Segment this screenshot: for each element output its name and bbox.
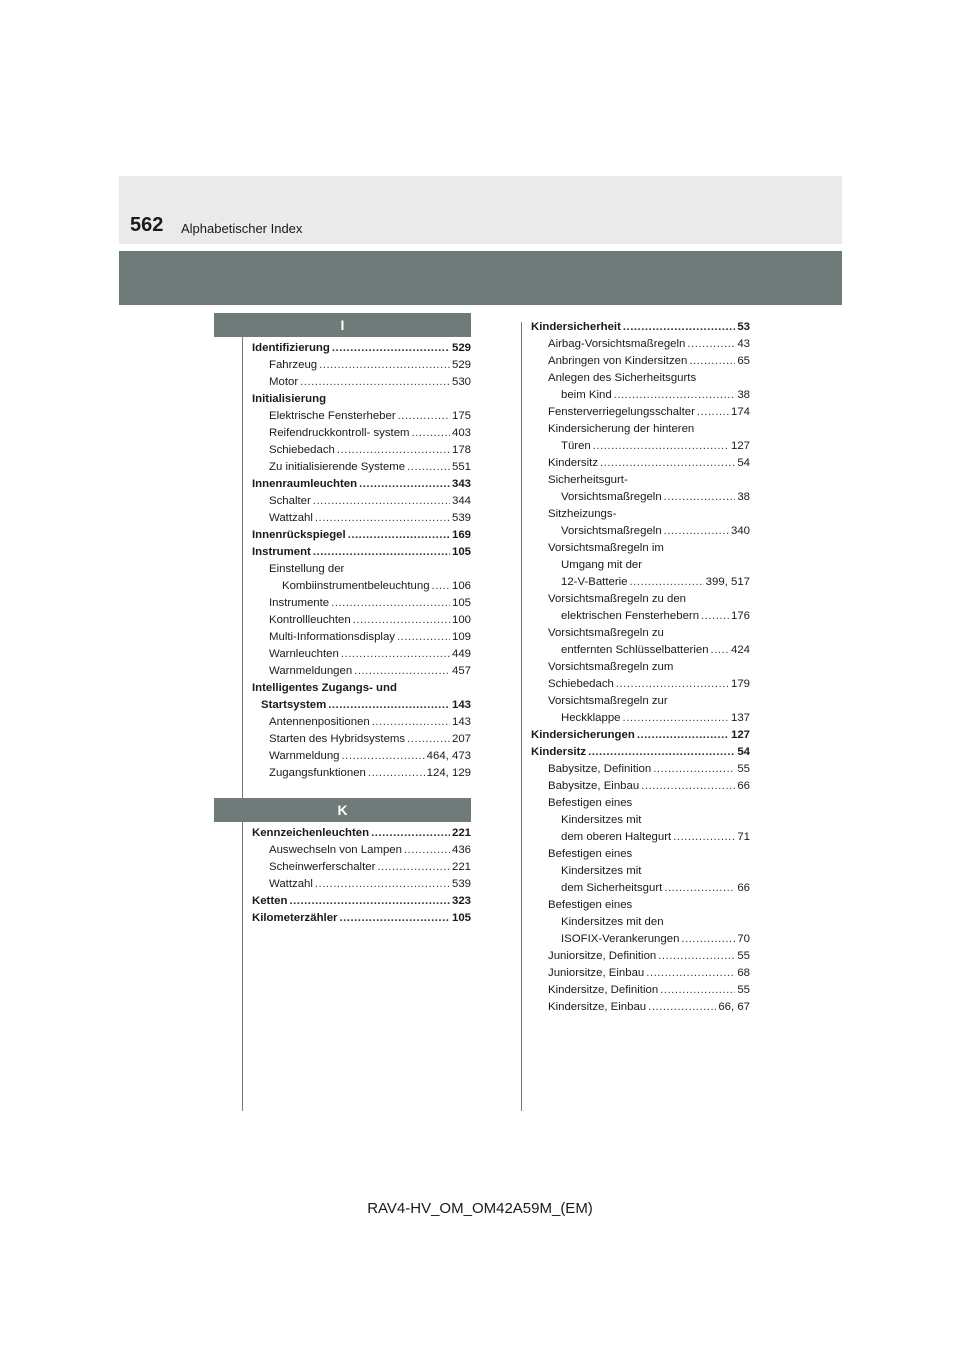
index-subheading: Kindersitzes mit	[561, 814, 642, 826]
entry-label: dem oberen Haltegurt	[561, 831, 672, 843]
index-entry	[252, 842, 471, 859]
index-entry	[531, 965, 750, 982]
entry-label: Wattzahl	[269, 878, 313, 890]
dot-leader	[432, 578, 450, 595]
entry-label: Starten des Hybridsystems	[269, 733, 406, 745]
entry-label: Instrument	[252, 546, 311, 558]
entry-label: beim Kind	[561, 389, 612, 401]
index-entry	[252, 646, 471, 663]
index-entry	[531, 999, 750, 1016]
dot-leader	[404, 842, 450, 859]
entry-page-number: 174	[730, 406, 750, 418]
dot-leader	[313, 493, 450, 510]
entry-page-number: 175	[451, 410, 471, 422]
entry-page-number: 66	[737, 882, 750, 894]
index-entry	[252, 595, 471, 612]
entry-page-number: 178	[451, 444, 471, 456]
entry-page-number: 127	[730, 729, 750, 741]
entry-page-number: 66, 67	[718, 1001, 750, 1013]
index-entry	[252, 476, 471, 493]
dot-leader	[658, 948, 735, 965]
index-entry	[531, 489, 750, 506]
dot-leader	[653, 761, 735, 778]
dot-leader	[398, 408, 450, 425]
dot-leader	[341, 646, 450, 663]
entry-page-number: 70	[737, 933, 750, 945]
entry-page-number: 106	[451, 580, 471, 592]
entry-page-number: 169	[451, 529, 471, 541]
entry-label: Multi-Informationsdisplay	[269, 631, 395, 643]
index-entry	[531, 931, 750, 948]
entry-label: Vorsichtsmaßregeln	[561, 491, 662, 503]
entry-page-number: 179	[730, 678, 750, 690]
entry-label: dem Sicherheitsgurt	[561, 882, 663, 894]
entry-page-number: 464, 473	[426, 750, 471, 762]
entry-label: entfernten Schlüsselbatterien	[561, 644, 709, 656]
index-entry	[252, 859, 471, 876]
index-entry	[252, 493, 471, 510]
entry-page-number: 207	[451, 733, 471, 745]
index-entry	[252, 697, 471, 714]
dot-leader	[348, 527, 450, 544]
entry-page-number: 55	[737, 950, 750, 962]
entry-page-number: 529	[451, 342, 471, 354]
dot-leader	[687, 336, 735, 353]
dot-leader	[412, 425, 450, 442]
index-entry	[531, 319, 750, 336]
entry-page-number: 105	[451, 912, 471, 924]
entry-page-number: 55	[737, 763, 750, 775]
entry-page-number: 399, 517	[705, 576, 750, 588]
dot-leader	[339, 910, 450, 927]
entry-page-number: 457	[451, 665, 471, 677]
dot-leader	[701, 608, 729, 625]
document-code: RAV4-HV_OM_OM42A59M_(EM)	[367, 1200, 593, 1217]
index-entry	[252, 876, 471, 893]
entry-page-number: 53	[737, 321, 750, 333]
letter-heading-i: I	[214, 313, 471, 337]
entry-label: Anbringen von Kindersitzen	[548, 355, 688, 367]
entry-label: Heckklappe	[561, 712, 621, 724]
index-subheading: Kindersitzes mit den	[561, 916, 664, 928]
dot-leader	[313, 544, 450, 561]
index-subheading: Sitzheizungs-	[548, 508, 617, 520]
index-subheading: Initialisierung	[252, 393, 327, 405]
dot-leader	[588, 744, 735, 761]
index-entry	[252, 544, 471, 561]
index-entry	[531, 744, 750, 761]
entry-page-number: 143	[451, 716, 471, 728]
dot-leader	[600, 455, 735, 472]
entry-page-number: 176	[730, 610, 750, 622]
index-entry	[531, 523, 750, 540]
dot-leader	[342, 748, 425, 765]
entry-label: Instrumente	[269, 597, 330, 609]
entry-label: Identifizierung	[252, 342, 330, 354]
dot-leader	[319, 357, 450, 374]
entry-label: Auswechseln von Lampen	[269, 844, 402, 856]
entry-label: Zugangsfunktionen	[269, 767, 366, 779]
dot-leader	[407, 731, 450, 748]
entry-page-number: 124, 129	[426, 767, 471, 779]
index-entry	[531, 829, 750, 846]
letter-heading-k: K	[214, 798, 471, 822]
entry-page-number: 436	[451, 844, 471, 856]
entry-page-number: 55	[737, 984, 750, 996]
index-entry	[252, 612, 471, 629]
entry-page-number: 66	[737, 780, 750, 792]
entry-label: Innenrückspiegel	[252, 529, 346, 541]
dot-leader	[368, 765, 425, 782]
entry-label: Kombiinstrumentbeleuchtung	[282, 580, 430, 592]
entry-label: Juniorsitze, Definition	[548, 950, 657, 962]
dot-leader	[648, 999, 716, 1016]
index-entry	[531, 880, 750, 897]
entry-label: Schiebedach	[548, 678, 614, 690]
entry-page-number: 100	[451, 614, 471, 626]
dot-leader	[371, 825, 450, 842]
index-entry	[252, 374, 471, 391]
entry-page-number: 539	[451, 878, 471, 890]
entry-label: Ketten	[252, 895, 288, 907]
dot-leader	[328, 697, 450, 714]
entry-page-number: 105	[451, 546, 471, 558]
dot-leader	[681, 931, 735, 948]
entry-label: Kindersitz	[531, 746, 587, 758]
dot-leader	[664, 880, 735, 897]
entry-label: elektrischen Fensterhebern	[561, 610, 700, 622]
entry-label: Innenraumleuchten	[252, 478, 358, 490]
index-entry	[531, 387, 750, 404]
dot-leader	[623, 319, 735, 336]
entry-page-number: 449	[451, 648, 471, 660]
dot-leader	[315, 876, 450, 893]
index-entry	[252, 578, 471, 595]
entry-page-number: 221	[451, 861, 471, 873]
entry-page-number: 343	[451, 478, 471, 490]
dot-leader	[664, 523, 729, 540]
index-entry	[531, 727, 750, 744]
index-entry	[252, 825, 471, 842]
index-subheading: Vorsichtsmaßregeln zur	[548, 695, 668, 707]
index-subheading: Intelligentes Zugangs- und	[252, 682, 397, 694]
entry-label: Kindersicherungen	[531, 729, 635, 741]
index-entry	[531, 676, 750, 693]
index-entry	[531, 353, 750, 370]
entry-page-number: 551	[451, 461, 471, 473]
entry-page-number: 143	[451, 699, 471, 711]
entry-label: Kennzeichenleuchten	[252, 827, 370, 839]
entry-page-number: 424	[730, 644, 750, 656]
index-entry	[252, 663, 471, 680]
dot-leader	[359, 476, 450, 493]
index-entry	[252, 731, 471, 748]
index-entry	[531, 982, 750, 999]
entry-page-number: 340	[730, 525, 750, 537]
dot-leader	[623, 710, 729, 727]
entry-label: Antennenpositionen	[269, 716, 370, 728]
entry-page-number: 221	[451, 827, 471, 839]
dot-leader	[629, 574, 703, 591]
dot-leader	[407, 459, 450, 476]
entry-label: 12-V-Batterie	[561, 576, 628, 588]
index-subheading: Vorsichtsmaßregeln zu	[548, 627, 664, 639]
index-subheading: Befestigen eines	[548, 848, 633, 860]
entry-label: Schalter	[269, 495, 311, 507]
entry-page-number: 539	[451, 512, 471, 524]
index-entry	[252, 629, 471, 646]
dot-leader	[641, 778, 735, 795]
entry-page-number: 403	[451, 427, 471, 439]
index-entry	[531, 336, 750, 353]
entry-label: Kindersitze, Definition	[548, 984, 659, 996]
entry-label: Airbag-Vorsichtsmaßregeln	[548, 338, 686, 350]
index-subheading: Befestigen eines	[548, 797, 633, 809]
index-entry	[252, 765, 471, 782]
entry-page-number: 38	[737, 389, 750, 401]
entry-page-number: 127	[730, 440, 750, 452]
index-entry	[531, 778, 750, 795]
dot-leader	[289, 893, 450, 910]
index-column-k	[252, 825, 471, 927]
dot-leader	[593, 438, 729, 455]
index-entry	[252, 442, 471, 459]
dot-leader	[614, 387, 736, 404]
entry-label: Startsystem	[261, 699, 327, 711]
entry-label: Wattzahl	[269, 512, 313, 524]
index-column-right	[531, 319, 750, 1016]
dot-leader	[664, 489, 736, 506]
dot-leader	[397, 629, 450, 646]
index-entry	[252, 748, 471, 765]
index-entry	[252, 408, 471, 425]
index-subheading: Kindersitzes mit	[561, 865, 642, 877]
dot-leader	[697, 404, 729, 421]
entry-label: Fahrzeug	[269, 359, 318, 371]
index-subheading: Vorsichtsmaßregeln zum	[548, 661, 674, 673]
entry-label: Motor	[269, 376, 299, 388]
dot-leader	[616, 676, 729, 693]
dot-leader	[332, 340, 450, 357]
index-subheading: Einstellung der	[269, 563, 345, 575]
index-entry	[252, 893, 471, 910]
entry-page-number: 71	[737, 831, 750, 843]
index-entry	[531, 455, 750, 472]
dot-leader	[637, 727, 729, 744]
index-column-i	[252, 340, 471, 782]
entry-label: Vorsichtsmaßregeln	[561, 525, 662, 537]
index-subheading: Vorsichtsmaßregeln zu den	[548, 593, 687, 605]
index-entry	[252, 714, 471, 731]
entry-label: Scheinwerferschalter	[269, 861, 376, 873]
entry-label: Kindersitze, Einbau	[548, 1001, 647, 1013]
entry-page-number: 38	[737, 491, 750, 503]
index-entry	[252, 340, 471, 357]
entry-page-number: 344	[451, 495, 471, 507]
entry-page-number: 529	[451, 359, 471, 371]
entry-label: Türen	[561, 440, 591, 452]
entry-label: Schiebedach	[269, 444, 335, 456]
entry-label: Fensterverriegelungsschalter	[548, 406, 695, 418]
entry-label: Kontrollleuchten	[269, 614, 351, 626]
right-column-rule	[521, 322, 522, 1111]
dot-leader	[660, 982, 735, 999]
dot-leader	[353, 612, 450, 629]
page-number: 562	[130, 214, 164, 236]
header-dark-band	[119, 251, 842, 305]
dot-leader	[689, 353, 735, 370]
index-subheading: Anlegen des Sicherheitsgurts	[548, 372, 697, 384]
index-subheading: Kindersicherung der hinteren	[548, 423, 695, 435]
dot-leader	[711, 642, 729, 659]
index-entry	[531, 948, 750, 965]
dot-leader	[372, 714, 450, 731]
index-entry	[252, 527, 471, 544]
index-entry	[252, 459, 471, 476]
entry-label: Elektrische Fensterheber	[269, 410, 396, 422]
dot-leader	[646, 965, 735, 982]
entry-label: Warnleuchten	[269, 648, 339, 660]
index-entry	[531, 761, 750, 778]
dot-leader	[315, 510, 450, 527]
index-entry	[531, 574, 750, 591]
entry-label: Babysitze, Einbau	[548, 780, 640, 792]
entry-label: ISOFIX-Verankerungen	[561, 933, 680, 945]
entry-page-number: 105	[451, 597, 471, 609]
index-subheading: Sicherheitsgurt-	[548, 474, 628, 486]
entry-page-number: 109	[451, 631, 471, 643]
dot-leader	[377, 859, 450, 876]
index-subheading: Befestigen eines	[548, 899, 633, 911]
left-column-rule	[242, 336, 243, 1111]
index-entry	[252, 357, 471, 374]
entry-label: Juniorsitze, Einbau	[548, 967, 645, 979]
entry-page-number: 54	[737, 457, 750, 469]
entry-label: Zu initialisierende Systeme	[269, 461, 406, 473]
entry-page-number: 68	[737, 967, 750, 979]
index-subheading: Umgang mit der	[561, 559, 643, 571]
index-entry	[252, 425, 471, 442]
entry-page-number: 43	[737, 338, 750, 350]
entry-page-number: 65	[737, 355, 750, 367]
index-entry	[531, 608, 750, 625]
index-entry	[252, 510, 471, 527]
dot-leader	[300, 374, 450, 391]
dot-leader	[673, 829, 735, 846]
dot-leader	[337, 442, 450, 459]
index-entry	[531, 404, 750, 421]
entry-page-number: 54	[737, 746, 750, 758]
entry-label: Reifendruckkontroll- system	[269, 427, 410, 439]
entry-label: Kindersicherheit	[531, 321, 621, 333]
index-entry	[252, 910, 471, 927]
entry-page-number: 323	[451, 895, 471, 907]
section-title: Alphabetischer Index	[181, 221, 303, 236]
entry-label: Warnmeldungen	[269, 665, 353, 677]
entry-label: Kilometerzähler	[252, 912, 338, 924]
entry-page-number: 137	[730, 712, 750, 724]
index-entry	[531, 438, 750, 455]
index-subheading: Vorsichtsmaßregeln im	[548, 542, 664, 554]
entry-page-number: 530	[451, 376, 471, 388]
entry-label: Kindersitz	[548, 457, 599, 469]
dot-leader	[331, 595, 450, 612]
entry-label: Warnmeldung	[269, 750, 340, 762]
entry-label: Babysitze, Definition	[548, 763, 652, 775]
dot-leader	[354, 663, 450, 680]
index-entry	[531, 710, 750, 727]
index-entry	[531, 642, 750, 659]
